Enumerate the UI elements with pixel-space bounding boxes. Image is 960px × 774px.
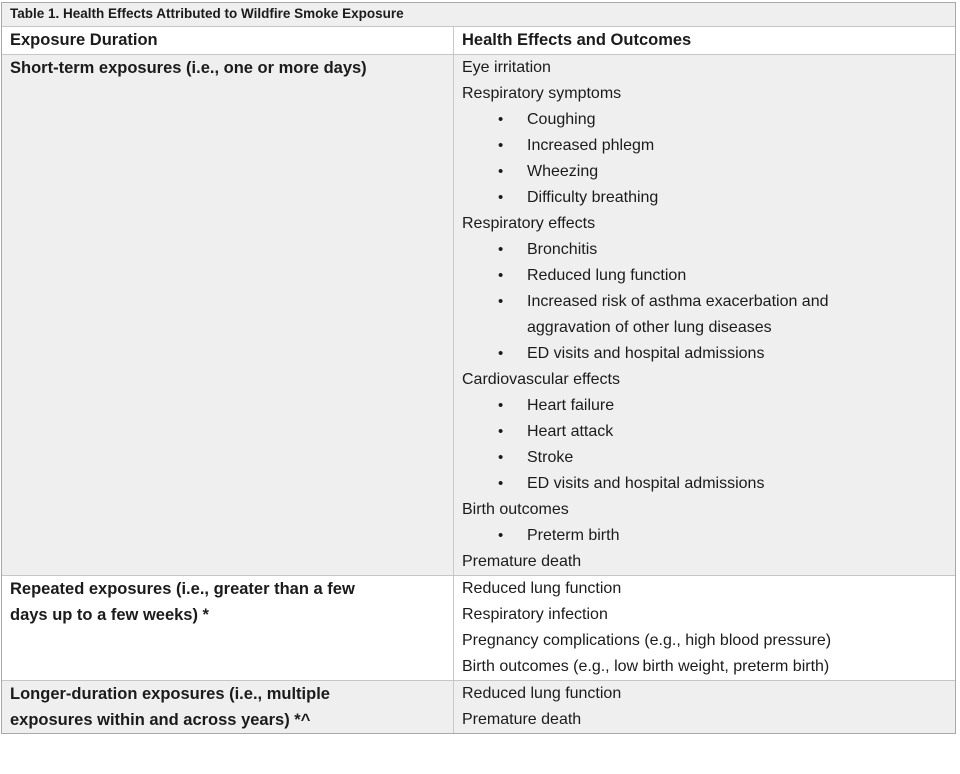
effect-text: ED visits and hospital admissions xyxy=(527,475,765,492)
exposure-duration-cell xyxy=(2,55,454,575)
effect-bullet-item xyxy=(462,341,947,367)
effect-text: Respiratory infection xyxy=(462,606,608,623)
table-body xyxy=(2,55,955,733)
bullet-icon: • xyxy=(498,527,504,544)
effect-category-line xyxy=(462,576,947,602)
bullet-icon: • xyxy=(498,293,504,310)
bullet-icon: • xyxy=(498,267,504,284)
bullet-icon: • xyxy=(498,189,504,206)
column-header-health-effects: Health Effects and Outcomes xyxy=(462,31,692,49)
effect-bullet-item xyxy=(462,523,947,549)
effect-text: Reduced lung function xyxy=(462,580,622,597)
effect-category-line xyxy=(462,654,947,680)
table-row xyxy=(2,55,955,575)
bullet-icon: • xyxy=(498,475,504,492)
exposure-duration-cell xyxy=(2,681,454,733)
effect-text: Birth outcomes (e.g., low birth weight, preterm birth) xyxy=(462,658,830,675)
table-row xyxy=(2,575,955,680)
health-effects-table xyxy=(1,2,956,734)
bullet-icon: • xyxy=(498,423,504,440)
effect-text: Birth outcomes xyxy=(462,501,569,518)
effect-bullet-item xyxy=(462,289,947,341)
effect-text: Pregnancy complications (e.g., high blood pressure) xyxy=(462,632,832,649)
effect-text: Premature death xyxy=(462,553,582,570)
table-header-row xyxy=(2,27,955,55)
effect-category-line xyxy=(462,367,947,393)
effect-category-line xyxy=(462,707,947,733)
bullet-icon: • xyxy=(498,397,504,414)
effect-bullet-item xyxy=(462,185,947,211)
exposure-duration-text: Repeated exposures (i.e., greater than a few days up to a few weeks) * xyxy=(10,580,355,624)
effect-text: Respiratory symptoms xyxy=(462,85,622,102)
exposure-duration-text: Longer-duration exposures (i.e., multiple exposures within and across years) *^ xyxy=(10,685,330,729)
exposure-duration-text: Short-term exposures (i.e., one or more days) xyxy=(10,59,367,77)
bullet-icon: • xyxy=(498,137,504,154)
effect-bullet-item xyxy=(462,471,947,497)
effect-text: Respiratory effects xyxy=(462,215,596,232)
effect-text: Heart failure xyxy=(527,397,615,414)
effect-bullet-item xyxy=(462,159,947,185)
effect-bullet-item xyxy=(462,107,947,133)
health-effects-cell xyxy=(454,681,955,733)
effect-text: Eye irritation xyxy=(462,59,551,76)
table-title: Table 1. Health Effects Attributed to Wildfire Smoke Exposure xyxy=(2,3,955,27)
effect-text: Difficulty breathing xyxy=(527,189,659,206)
effect-text: Cardiovascular effects xyxy=(462,371,620,388)
bullet-icon: • xyxy=(498,111,504,128)
effect-text: Stroke xyxy=(527,449,574,466)
effect-bullet-item xyxy=(462,419,947,445)
effect-bullet-item xyxy=(462,263,947,289)
bullet-icon: • xyxy=(498,345,504,362)
column-header-exposure-duration: Exposure Duration xyxy=(2,27,454,54)
effect-category-line xyxy=(462,497,947,523)
effect-category-line xyxy=(462,81,947,107)
bullet-icon: • xyxy=(498,449,504,466)
health-effects-cell xyxy=(454,576,955,680)
effect-text: Heart attack xyxy=(527,423,614,440)
effect-text: Coughing xyxy=(527,111,596,128)
table-row xyxy=(2,680,955,733)
effect-text: Premature death xyxy=(462,711,582,728)
effect-category-line xyxy=(462,549,947,575)
effect-bullet-item xyxy=(462,237,947,263)
effect-category-line xyxy=(462,55,947,81)
effect-category-line xyxy=(462,628,947,654)
effect-text: ED visits and hospital admissions xyxy=(527,345,765,362)
effect-text: Preterm birth xyxy=(527,527,620,544)
effect-bullet-item xyxy=(462,393,947,419)
exposure-duration-cell xyxy=(2,576,454,680)
effect-category-line xyxy=(462,681,947,707)
effect-text: Reduced lung function xyxy=(527,267,687,284)
effect-bullet-item xyxy=(462,445,947,471)
health-effects-cell xyxy=(454,55,955,575)
effect-text: Increased risk of asthma exacerbation and aggravation of other lung diseases xyxy=(527,293,829,336)
effect-text: Increased phlegm xyxy=(527,137,655,154)
effect-text: Wheezing xyxy=(527,163,599,180)
effect-text: Reduced lung function xyxy=(462,685,622,702)
bullet-icon: • xyxy=(498,163,504,180)
effect-bullet-item xyxy=(462,133,947,159)
bullet-icon: • xyxy=(498,241,504,258)
effect-text: Bronchitis xyxy=(527,241,598,258)
effect-category-line xyxy=(462,211,947,237)
effect-category-line xyxy=(462,602,947,628)
